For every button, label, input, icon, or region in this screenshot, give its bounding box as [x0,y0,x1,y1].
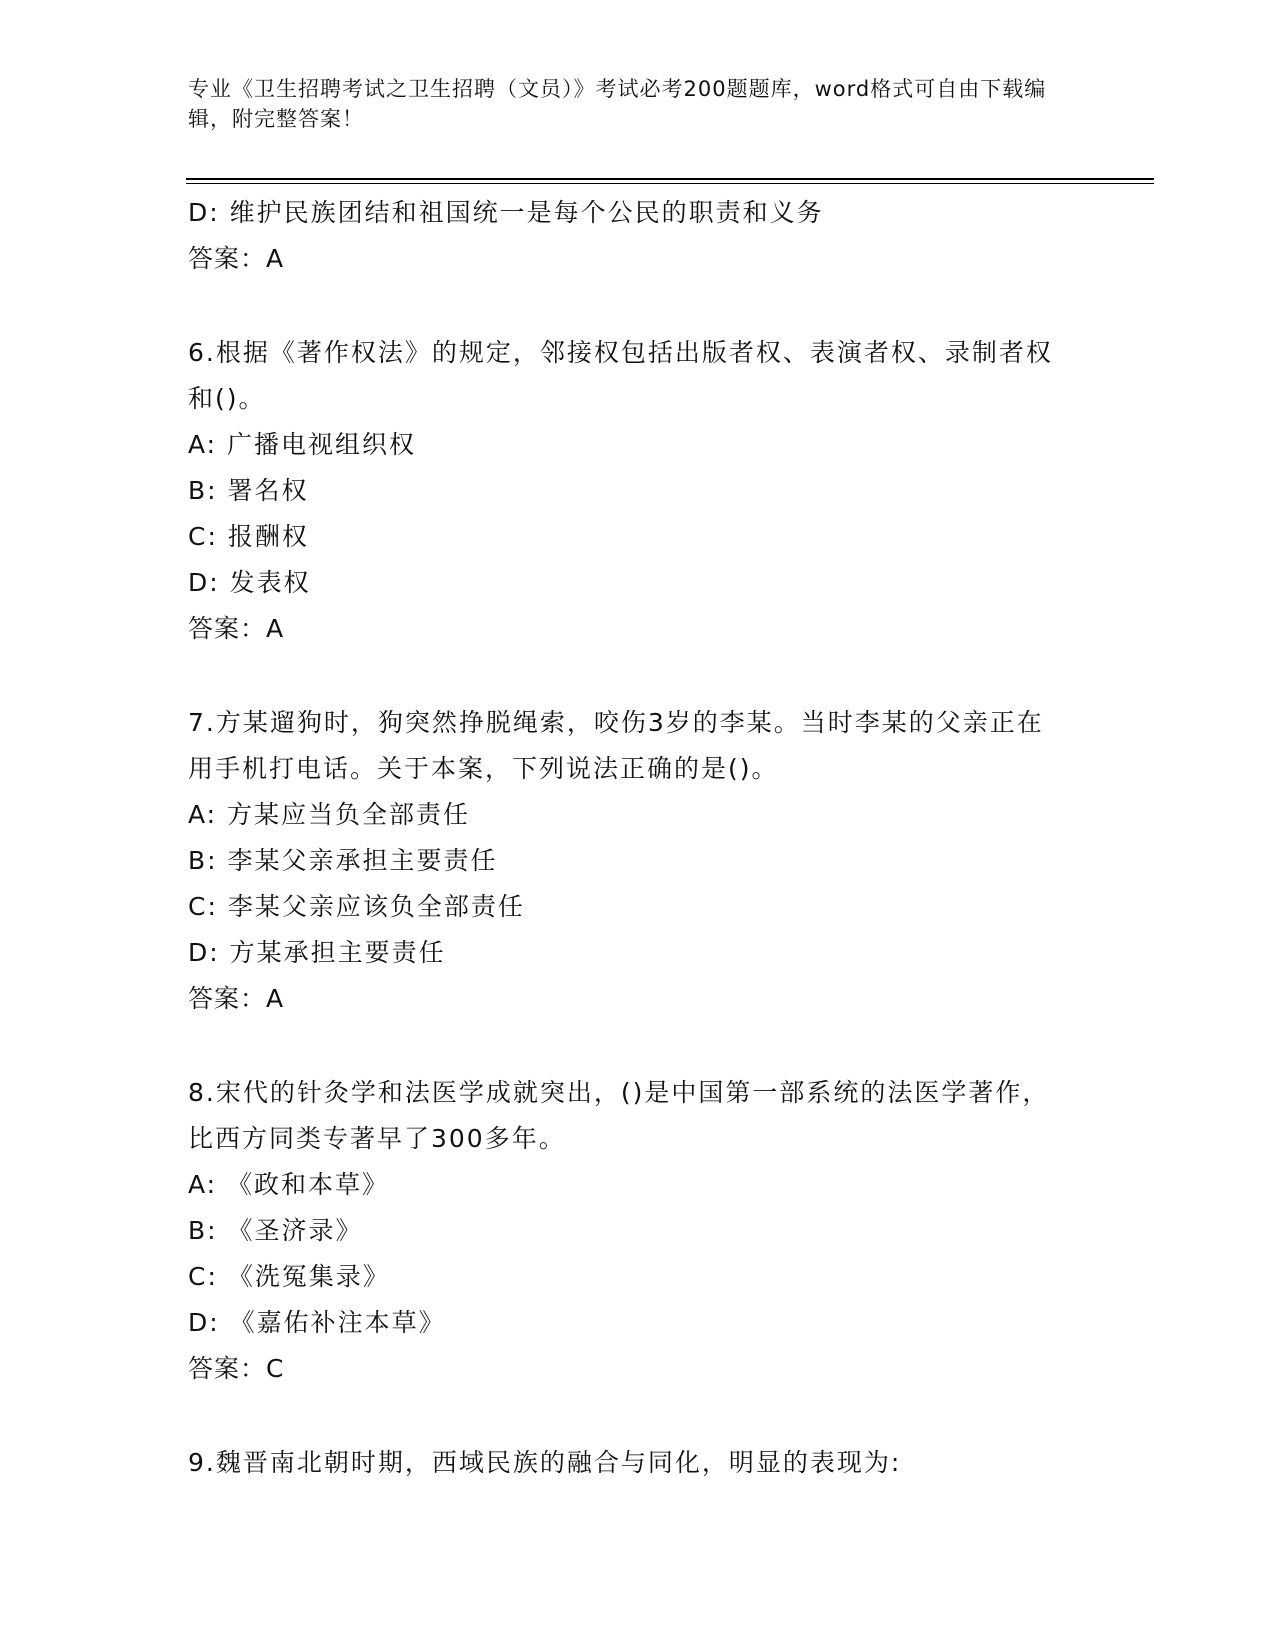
question-6-option-b: B: 署名权 [188,476,309,505]
question-7-option-c: C: 李某父亲应该负全部责任 [188,892,525,921]
document-header: 专业《卫生招聘考试之卫生招聘（文员）》考试必考200题题库，word格式可自由下载编辑，附完整答案！ [188,77,1047,131]
question-7-answer: 答案：A [188,984,285,1013]
question-6-option-c: C: 报酬权 [188,522,309,551]
header-rule-thin [186,183,1154,184]
question-6-option-a: A: 广播电视组织权 [188,430,417,459]
prev-option-d: D: 维护民族团结和祖国统一是每个公民的职责和义务 [188,198,824,227]
question-8-option-b: B: 《圣济录》 [188,1216,363,1245]
header-rule-thick [186,178,1154,180]
question-7-option-a: A: 方某应当负全部责任 [188,800,471,829]
question-7-option-b: B: 李某父亲承担主要责任 [188,846,498,875]
question-7-option-d: D: 方某承担主要责任 [188,938,446,967]
question-9-stem: 9.魏晋南北朝时期，西域民族的融合与同化，明显的表现为: [188,1448,902,1477]
question-8-answer: 答案：C [188,1354,285,1383]
question-6-option-d: D: 发表权 [188,568,311,597]
prev-answer: 答案：A [188,244,285,273]
question-8-option-a: A: 《政和本草》 [188,1170,390,1199]
question-6-stem: 6.根据《著作权法》的规定，邻接权包括出版者权、表演者权、录制者权和()。 [188,338,1053,413]
question-7-stem: 7.方某遛狗时，狗突然挣脱绳索，咬伤3岁的李某。当时李某的父亲正在用手机打电话。关于本案，下列说法正确的是()。 [188,708,1044,783]
question-8-option-d: D: 《嘉佑补注本草》 [188,1308,446,1337]
document-body [188,190,1068,1486]
question-8-option-c: C: 《洗冤集录》 [188,1262,390,1291]
question-8-stem: 8.宋代的针灸学和法医学成就突出，()是中国第一部系统的法医学著作，比西方同类专著早了300多年。 [188,1078,1050,1153]
question-6-answer: 答案：A [188,614,285,643]
